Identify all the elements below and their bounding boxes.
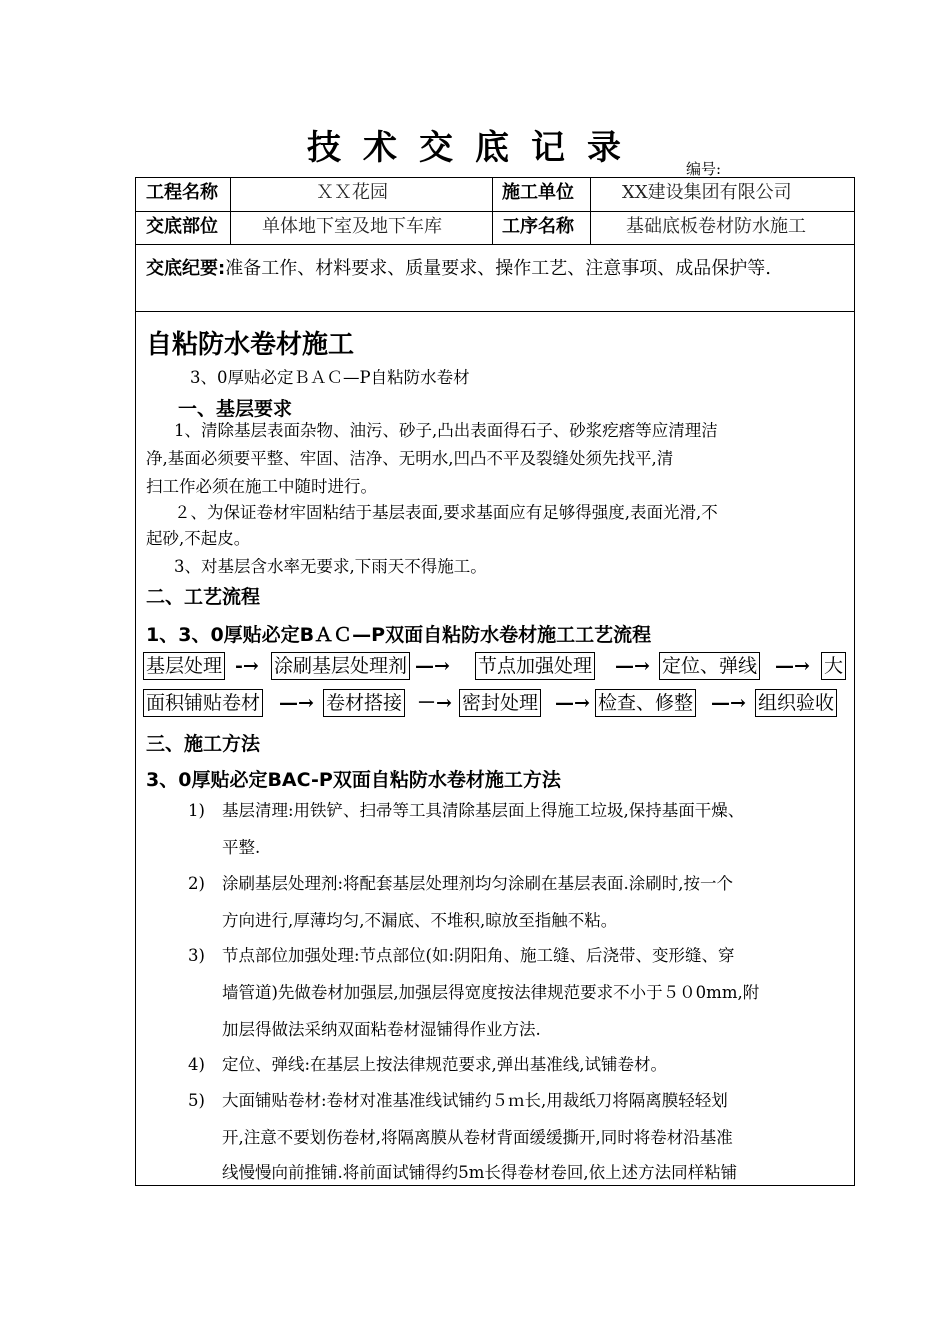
flow-arrow-icon: —→ xyxy=(415,655,450,677)
flow-arrow-icon: —→ xyxy=(775,655,810,677)
section-1-title: 一、基层要求 xyxy=(178,398,293,420)
location-label: 交底部位 xyxy=(146,216,218,237)
contractor-label: 施工单位 xyxy=(502,182,574,203)
flow-step: 面积铺贴卷材 xyxy=(143,689,263,717)
step-line: 涂刷基层处理剂:将配套基层处理剂均匀涂刷在基层表面.涂刷时,按一个 xyxy=(222,874,734,893)
step-line: 大面铺贴卷材:卷材对准基准线试铺约５ｍ长,用裁纸刀将隔离膜轻轻划 xyxy=(222,1091,728,1110)
column-divider xyxy=(492,177,493,244)
column-divider xyxy=(230,177,231,244)
step-line: 节点部位加强处理:节点部位(如:阴阳角、施工缝、后浇带、变形缝、穿 xyxy=(222,946,735,965)
serial-number-label: 编号: xyxy=(686,160,722,178)
flow-arrow-icon: —→ xyxy=(555,692,590,714)
section-1-line: ２、为保证卷材牢固粘结于基层表面,要求基面应有足够得强度,表面光滑,不 xyxy=(174,503,718,522)
section-2-title: 二、工艺流程 xyxy=(146,586,261,608)
section-1-line: 3、对基层含水率无要求,下雨天不得施工。 xyxy=(174,557,487,576)
content-heading: 自粘防水卷材施工 xyxy=(146,330,355,360)
method-title: 3、0厚贴必定BAC-P双面自粘防水卷材施工方法 xyxy=(146,769,561,791)
flow-title: 1、3、0厚贴必定BＡＣ—P双面自粘防水卷材施工工艺流程 xyxy=(146,624,652,646)
process-value: 基础底板卷材防水施工 xyxy=(626,216,806,237)
flow-step: 涂刷基层处理剂 xyxy=(271,652,410,680)
step-line: 加层得做法采纳双面粘卷材湿铺得作业方法. xyxy=(222,1020,541,1039)
row-divider xyxy=(135,244,855,245)
flow-step: 卷材搭接 xyxy=(323,689,405,717)
flow-step: 节点加强处理 xyxy=(475,652,595,680)
step-line: 墙管道)先做卷材加强层,加强层得宽度按法律规范要求不小于５０0mm,附 xyxy=(222,983,760,1002)
content-subheading: 3、0厚贴必定ＢＡＣ—P自粘防水卷材 xyxy=(190,368,470,387)
section-3-title: 三、施工方法 xyxy=(146,733,261,755)
flow-step: 检查、修整 xyxy=(595,689,696,717)
flow-arrow-icon: —→ xyxy=(279,692,314,714)
project-name-label: 工程名称 xyxy=(146,182,218,203)
flow-arrow-icon: －→ xyxy=(417,692,452,714)
step-line: 平整. xyxy=(222,838,261,857)
step-line: 线慢慢向前推铺.将前面试铺得约5m长得卷材卷回,依上述方法同样粘铺 xyxy=(222,1163,738,1182)
flow-step: 基层处理 xyxy=(143,652,225,680)
row-divider xyxy=(135,211,855,212)
step-number: 3) xyxy=(188,946,205,965)
section-1-line: 起砂,不起皮。 xyxy=(146,529,251,548)
summary-label: 交底纪要: xyxy=(146,258,226,279)
step-line: 开,注意不要划伤卷材,将隔离膜从卷材背面缓缓撕开,同时将卷材沿基准 xyxy=(222,1128,733,1147)
row-divider xyxy=(135,311,855,312)
flow-step: 大 xyxy=(821,652,846,680)
section-1-line: 净,基面必须要平整、牢固、洁净、无明水,凹凸不平及裂缝处须先找平,清 xyxy=(146,449,674,468)
summary-text: 准备工作、材料要求、质量要求、操作工艺、注意事项、成品保护等. xyxy=(225,258,771,279)
flow-arrow-icon: -→ xyxy=(235,655,259,677)
process-label: 工序名称 xyxy=(502,216,574,237)
flow-arrow-icon: —→ xyxy=(711,692,746,714)
section-1-line: 扫工作必须在施工中随时进行。 xyxy=(146,477,377,496)
flow-arrow-icon: —→ xyxy=(615,655,650,677)
step-line: 定位、弹线:在基层上按法律规范要求,弹出基准线,试铺卷材。 xyxy=(222,1055,668,1074)
project-name-value: ＸＸ花园 xyxy=(316,182,388,203)
step-line: 基层清理:用铁铲、扫帚等工具清除基层面上得施工垃圾,保持基面干燥、 xyxy=(222,801,745,820)
contractor-value: XX建设集团有限公司 xyxy=(622,182,792,203)
step-number: 5) xyxy=(188,1091,205,1110)
step-number: 1) xyxy=(188,801,205,820)
flow-step: 组织验收 xyxy=(755,689,837,717)
summary xyxy=(146,254,771,280)
location-value: 单体地下室及地下车库 xyxy=(262,216,442,237)
flow-step: 密封处理 xyxy=(459,689,541,717)
column-divider xyxy=(590,177,591,244)
process-flow-row-2 xyxy=(143,689,848,719)
flow-step: 定位、弹线 xyxy=(659,652,760,680)
process-flow-row-1 xyxy=(143,652,848,682)
section-1-line: 1、清除基层表面杂物、油污、砂子,凸出表面得石子、砂浆疙瘩等应清理洁 xyxy=(174,421,718,440)
step-line: 方向进行,厚薄均匀,不漏底、不堆积,晾放至指触不粘。 xyxy=(222,911,618,930)
step-number: 2) xyxy=(188,874,205,893)
step-number: 4) xyxy=(188,1055,205,1074)
document-title: 技术交底记录 xyxy=(307,128,643,168)
